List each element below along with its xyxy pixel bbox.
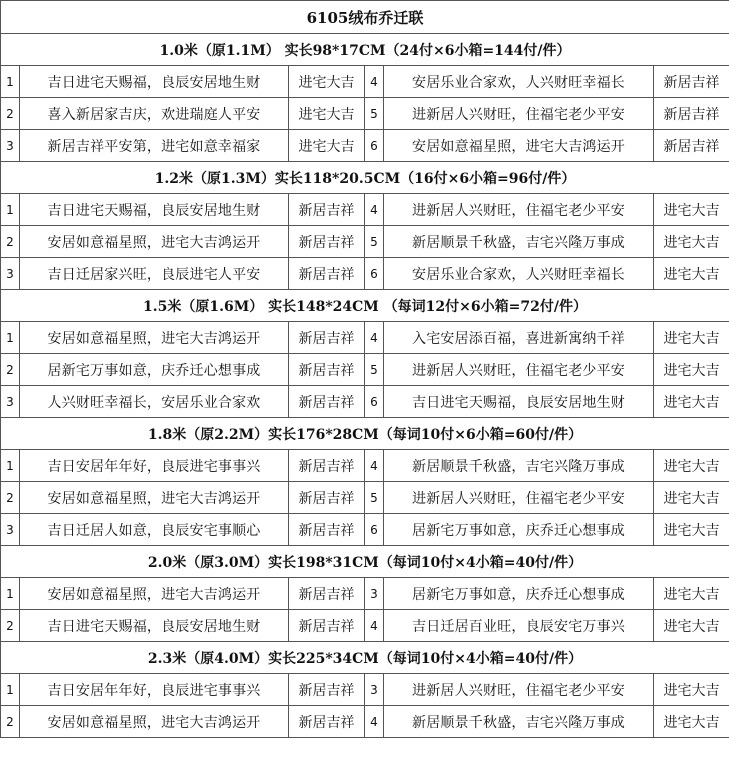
banner-text-left: 新居吉祥	[289, 354, 365, 386]
section-header: 1.8米（原2.2M）实长176*28CM（每词10付×6小箱=60付/件）	[1, 418, 729, 450]
item-number-right: 4	[365, 66, 384, 98]
section-header-row	[1, 290, 729, 322]
banner-text-left: 新居吉祥	[289, 706, 365, 738]
table-row	[1, 322, 729, 354]
document-title: 6105绒布乔迁联	[1, 1, 729, 34]
banner-text-left: 新居吉祥	[289, 194, 365, 226]
item-number-right: 6	[365, 386, 384, 418]
section-header-row	[1, 546, 729, 578]
item-number-left: 2	[1, 98, 20, 130]
item-number-right: 6	[365, 514, 384, 546]
banner-text-left: 新居吉祥	[289, 578, 365, 610]
banner-text-right: 进宅大吉	[654, 322, 729, 354]
couplet-text-right: 居新宅万事如意，庆乔迁心想事成	[384, 514, 654, 546]
item-number-right: 5	[365, 354, 384, 386]
banner-text-left: 新居吉祥	[289, 674, 365, 706]
item-number-left: 3	[1, 386, 20, 418]
table-row	[1, 66, 729, 98]
banner-text-right: 新居吉祥	[654, 98, 729, 130]
item-number-left: 2	[1, 610, 20, 642]
section-header-row	[1, 34, 729, 66]
section-header-row	[1, 162, 729, 194]
item-number-right: 3	[365, 674, 384, 706]
banner-text-right: 进宅大吉	[654, 674, 729, 706]
couplet-text-right: 新居顺景千秋盛，吉宅兴隆万事成	[384, 226, 654, 258]
item-number-left: 3	[1, 258, 20, 290]
banner-text-right: 进宅大吉	[654, 258, 729, 290]
banner-text-left: 新居吉祥	[289, 482, 365, 514]
banner-text-left: 进宅大吉	[289, 130, 365, 162]
item-number-left: 2	[1, 226, 20, 258]
item-number-right: 5	[365, 226, 384, 258]
table-row	[1, 194, 729, 226]
table-row	[1, 98, 729, 130]
couplet-text-right: 新居顺景千秋盛，吉宅兴隆万事成	[384, 706, 654, 738]
item-number-left: 1	[1, 578, 20, 610]
section-header: 2.0米（原3.0M）实长198*31CM（每词10付×4小箱=40付/件）	[1, 546, 729, 578]
section-header: 1.0米（原1.1M） 实长98*17CM（24付×6小箱=144付/件）	[1, 34, 729, 66]
table-row	[1, 226, 729, 258]
couplet-text-right: 安居乐业合家欢，人兴财旺幸福长	[384, 258, 654, 290]
couplet-text-left: 吉日迁居人如意，良辰安宅事顺心	[20, 514, 289, 546]
banner-text-right: 进宅大吉	[654, 706, 729, 738]
item-number-left: 1	[1, 66, 20, 98]
item-number-left: 2	[1, 706, 20, 738]
table-row	[1, 610, 729, 642]
couplet-text-right: 安居乐业合家欢，人兴财旺幸福长	[384, 66, 654, 98]
section-header: 1.2米（原1.3M）实长118*20.5CM（16付×6小箱=96付/件）	[1, 162, 729, 194]
table-row	[1, 354, 729, 386]
table-row	[1, 258, 729, 290]
banner-text-right: 进宅大吉	[654, 578, 729, 610]
section-header: 2.3米（原4.0M）实长225*34CM（每词10付×4小箱=40付/件）	[1, 642, 729, 674]
item-number-right: 4	[365, 706, 384, 738]
couplet-text-right: 进新居人兴财旺，住福宅老少平安	[384, 482, 654, 514]
banner-text-right: 新居吉祥	[654, 130, 729, 162]
couplet-text-right: 进新居人兴财旺，住福宅老少平安	[384, 674, 654, 706]
table-body	[1, 1, 729, 738]
item-number-right: 5	[365, 482, 384, 514]
table-row	[1, 514, 729, 546]
item-number-left: 2	[1, 354, 20, 386]
banner-text-left: 进宅大吉	[289, 98, 365, 130]
item-number-right: 4	[365, 610, 384, 642]
table-row	[1, 482, 729, 514]
item-number-left: 1	[1, 450, 20, 482]
banner-text-left: 新居吉祥	[289, 514, 365, 546]
item-number-left: 1	[1, 322, 20, 354]
item-number-right: 6	[365, 258, 384, 290]
banner-text-left: 新居吉祥	[289, 386, 365, 418]
table-row	[1, 706, 729, 738]
couplet-text-left: 安居如意福星照，进宅大吉鸿运开	[20, 482, 289, 514]
item-number-right: 3	[365, 578, 384, 610]
couplet-text-right: 吉日迁居百业旺，良辰安宅万事兴	[384, 610, 654, 642]
couplet-text-left: 吉日迁居家兴旺，良辰进宅人平安	[20, 258, 289, 290]
banner-text-left: 新居吉祥	[289, 450, 365, 482]
table-row	[1, 674, 729, 706]
couplet-text-left: 吉日进宅天赐福，良辰安居地生财	[20, 194, 289, 226]
banner-text-left: 新居吉祥	[289, 322, 365, 354]
couplet-text-left: 安居如意福星照，进宅大吉鸿运开	[20, 706, 289, 738]
item-number-left: 1	[1, 194, 20, 226]
item-number-right: 4	[365, 450, 384, 482]
couplet-text-left: 安居如意福星照，进宅大吉鸿运开	[20, 322, 289, 354]
banner-text-right: 进宅大吉	[654, 226, 729, 258]
table-row	[1, 386, 729, 418]
banner-text-right: 进宅大吉	[654, 482, 729, 514]
banner-text-left: 新居吉祥	[289, 610, 365, 642]
table-row	[1, 450, 729, 482]
banner-text-right: 进宅大吉	[654, 610, 729, 642]
table-row	[1, 578, 729, 610]
banner-text-right: 进宅大吉	[654, 514, 729, 546]
section-header-row	[1, 418, 729, 450]
banner-text-right: 进宅大吉	[654, 450, 729, 482]
couplet-text-left: 吉日进宅天赐福，良辰安居地生财	[20, 610, 289, 642]
couplet-text-left: 新居吉祥平安第，进宅如意幸福家	[20, 130, 289, 162]
couplet-text-right: 居新宅万事如意，庆乔迁心想事成	[384, 578, 654, 610]
item-number-right: 6	[365, 130, 384, 162]
section-header: 1.5米（原1.6M） 实长148*24CM （每词12付×6小箱=72付/件）	[1, 290, 729, 322]
couplet-text-left: 安居如意福星照，进宅大吉鸿运开	[20, 226, 289, 258]
banner-text-right: 新居吉祥	[654, 66, 729, 98]
item-number-left: 3	[1, 130, 20, 162]
item-number-right: 5	[365, 98, 384, 130]
couplet-text-left: 喜入新居家吉庆，欢进瑞庭人平安	[20, 98, 289, 130]
banner-text-left: 新居吉祥	[289, 258, 365, 290]
section-header-row	[1, 642, 729, 674]
item-number-left: 1	[1, 674, 20, 706]
couplet-text-left: 吉日安居年年好，良辰进宅事事兴	[20, 674, 289, 706]
couplet-text-left: 人兴财旺幸福长，安居乐业合家欢	[20, 386, 289, 418]
item-number-right: 4	[365, 194, 384, 226]
couplet-text-right: 入宅安居添百福，喜进新寓纳千祥	[384, 322, 654, 354]
item-number-left: 2	[1, 482, 20, 514]
couplet-text-right: 进新居人兴财旺，住福宅老少平安	[384, 354, 654, 386]
couplet-text-right: 进新居人兴财旺，住福宅老少平安	[384, 194, 654, 226]
table-row	[1, 130, 729, 162]
couplet-text-left: 安居如意福星照，进宅大吉鸿运开	[20, 578, 289, 610]
banner-text-right: 进宅大吉	[654, 354, 729, 386]
couplet-text-right: 安居如意福星照，进宅大吉鸿运开	[384, 130, 654, 162]
item-number-right: 4	[365, 322, 384, 354]
banner-text-right: 进宅大吉	[654, 386, 729, 418]
title-row	[1, 1, 729, 34]
banner-text-right: 进宅大吉	[654, 194, 729, 226]
couplet-text-right: 吉日进宅天赐福，良辰安居地生财	[384, 386, 654, 418]
banner-text-left: 进宅大吉	[289, 66, 365, 98]
couplet-text-left: 吉日安居年年好，良辰进宅事事兴	[20, 450, 289, 482]
banner-text-left: 新居吉祥	[289, 226, 365, 258]
couplet-text-left: 吉日进宅天赐福，良辰安居地生财	[20, 66, 289, 98]
couplet-text-right: 新居顺景千秋盛，吉宅兴隆万事成	[384, 450, 654, 482]
couplet-text-left: 居新宅万事如意，庆乔迁心想事成	[20, 354, 289, 386]
item-number-left: 3	[1, 514, 20, 546]
couplet-text-right: 进新居人兴财旺，住福宅老少平安	[384, 98, 654, 130]
